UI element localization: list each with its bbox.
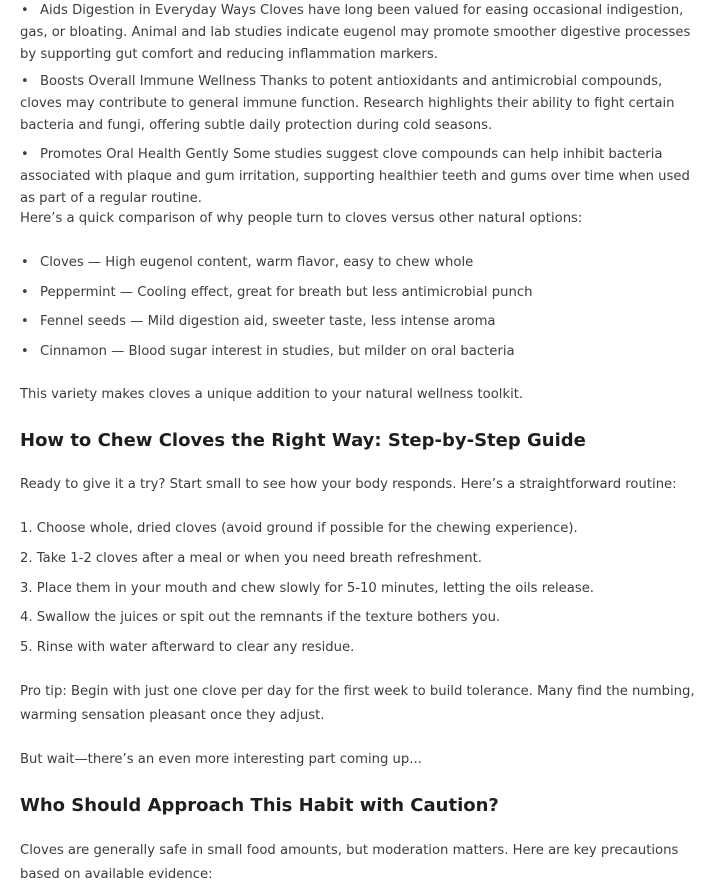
benefit-bullet-oral [20,144,695,210]
benefit-text: Promotes Oral Health Gently Some studies suggest clove compounds can help inhibit bacteria associated with plaque and gum irritation, supporting healthier teeth and gums over time when used as part of a regular routine. [20,147,690,206]
guide-heading: How to Chew Cloves the Right Way: Step-by-Step Guide [20,430,586,451]
bullet-marker: • [21,3,29,18]
bullet-marker: • [21,344,29,359]
comparison-text: Cloves — High eugenol content, warm flavor, easy to chew whole [40,255,474,270]
step-5: 5. Rinse with water afterward to clear any residue. [20,640,355,655]
teaser-text: But wait—there’s an even more interesting part coming up... [20,752,422,767]
comparison-text: Peppermint — Cooling effect, great for breath but less antimicrobial punch [40,285,533,300]
comparison-text: Cinnamon — Blood sugar interest in studies, but milder on oral bacteria [40,344,515,359]
comparison-item-peppermint [20,282,695,304]
step-3: 3. Place them in your mouth and chew slowly for 5-10 minutes, letting the oils release. [20,581,594,596]
comparison-item-cloves [20,252,695,274]
bullet-marker: • [21,285,29,300]
bullet-marker: • [21,147,29,162]
guide-intro: Ready to give it a try? Start small to see how your body responds. Here’s a straightforward routine: [20,477,677,492]
comparison-text: Fennel seeds — Mild digestion aid, sweeter taste, less intense aroma [40,314,496,329]
caution-heading: Who Should Approach This Habit with Caution? [20,795,499,816]
bullet-marker: • [21,74,29,89]
comparison-item-fennel [20,311,695,333]
benefit-bullet-immune [20,71,695,137]
caution-intro: Cloves are generally safe in small food amounts, but moderation matters. Here are key precautions based on available evidence: [20,843,679,882]
pro-tip: Pro tip: Begin with just one clove per day for the first week to build tolerance. Many find the numbing, warming sensation pleasant once they adjust. [20,684,695,723]
benefit-text: Boosts Overall Immune Wellness Thanks to potent antioxidants and antimicrobial compounds, cloves may contribute to general immune function. Research highlights their ability to fight certain bacteria and fungi, offering subtle daily protection during cold seasons. [20,74,675,133]
bullet-marker: • [21,255,29,270]
step-1: 1. Choose whole, dried cloves (avoid ground if possible for the chewing experience). [20,521,578,536]
benefit-bullet-digestion [20,0,695,66]
bullet-marker: • [21,314,29,329]
benefit-text: Aids Digestion in Everyday Ways Cloves have long been valued for easing occasional indigestion, gas, or bloating. Animal and lab studies indicate eugenol may promote smoother digestive processes by supporting gut comfort and reducing inflammation markers. [20,3,691,62]
step-2: 2. Take 1-2 cloves after a meal or when you need breath refreshment. [20,551,482,566]
comparison-intro: Here’s a quick comparison of why people turn to cloves versus other natural options: [20,211,583,226]
variety-note: This variety makes cloves a unique addition to your natural wellness toolkit. [20,387,524,402]
comparison-item-cinnamon [20,341,695,363]
step-4: 4. Swallow the juices or spit out the remnants if the texture bothers you. [20,610,501,625]
